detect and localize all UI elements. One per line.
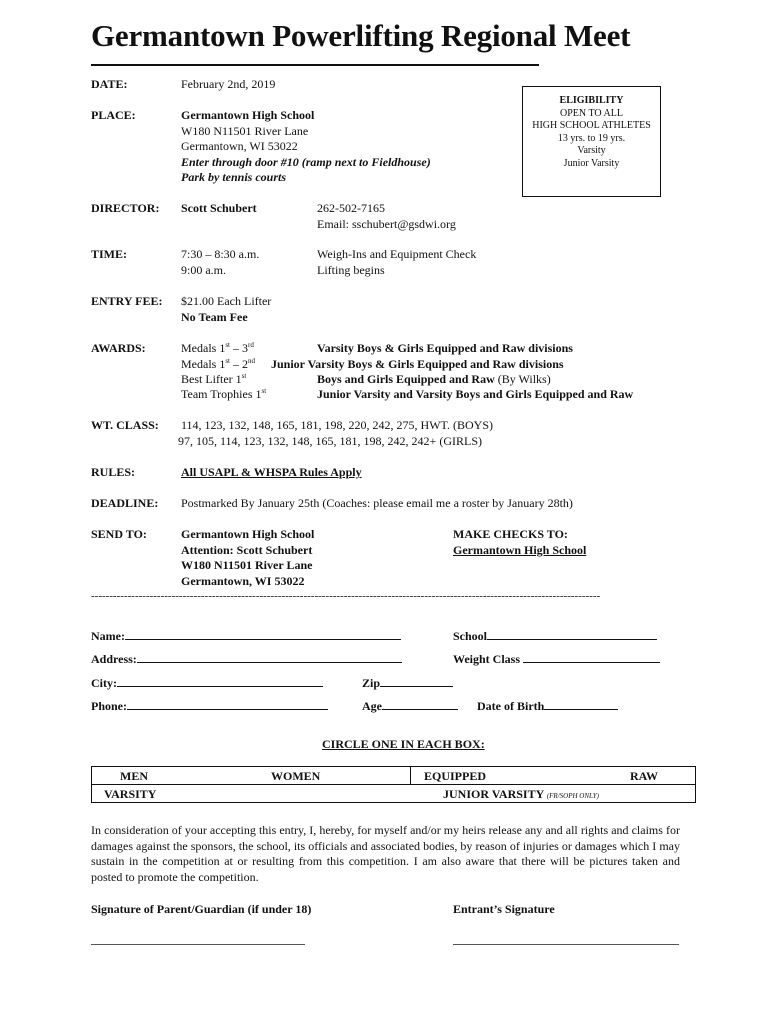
cut-line: ------------------------------------------------------------------------------------------------------------------------------------------- <box>91 590 601 602</box>
entrant-signature-label: Entrant’s Signature <box>453 902 555 916</box>
option-junior-varsity[interactable]: JUNIOR VARSITY (FR/SOPH ONLY) <box>443 787 599 801</box>
division-cell <box>92 785 696 803</box>
eligibility-line: OPEN TO ALL <box>560 107 623 119</box>
release-text: In consideration of your accepting this entry, I, hereby, for myself and/or my heirs release any and all rights and claims for damages against the sponsors, the school, its officials and associated bodies, by reason of injuries or damages which I may sustain in the competition at or resulting from this competition. I am also aware that there will be pictures taken and posted to promote the competition. <box>91 823 680 884</box>
award-team-trophies: Team Trophies 1st <box>181 387 267 401</box>
make-checks-label: MAKE CHECKS TO: <box>453 527 568 541</box>
date-value: February 2nd, 2019 <box>181 77 276 91</box>
parent-signature-label: Signature of Parent/Guardian (if under 18) <box>91 902 312 916</box>
make-checks-payee: Germantown High School <box>453 542 587 557</box>
date-label: DATE: <box>91 77 128 91</box>
award-best-lifter-desc: Boys and Girls Equipped and Raw (By Wilks) <box>317 372 551 386</box>
director-phone: 262-502-7165 <box>317 201 385 215</box>
option-men[interactable]: MEN <box>120 769 148 783</box>
eligibility-line: Junior Varsity <box>563 157 620 169</box>
address-field[interactable]: Address: <box>91 651 402 667</box>
eligibility-line: HIGH SCHOOL ATHLETES <box>532 120 651 131</box>
rules-value: All USAPL & WHSPA Rules Apply <box>181 465 362 479</box>
send-to-line: Germantown, WI 53022 <box>181 573 305 588</box>
option-women[interactable]: WOMEN <box>271 769 321 783</box>
time-value: 9:00 a.m. <box>181 262 226 277</box>
place-label: PLACE: <box>91 108 136 122</box>
eligibility-box <box>522 86 661 197</box>
award-best-lifter: Best Lifter 1st <box>181 372 247 386</box>
time-desc: Lifting begins <box>317 262 385 277</box>
place-note-door: Enter through door #10 (ramp next to Fieldhouse) <box>181 154 431 169</box>
wt-class-girls: 97, 105, 114, 123, 132, 148, 165, 181, 198, 242, 242+ (GIRLS) <box>178 434 482 448</box>
send-to-label: SEND TO: <box>91 527 147 541</box>
send-to-line: Attention: Scott Schubert <box>181 542 313 557</box>
place-school: Germantown High School <box>181 108 315 122</box>
eligibility-line: 13 yrs. to 19 yrs. <box>557 132 626 144</box>
place-block <box>181 108 431 186</box>
send-to-address <box>181 527 314 589</box>
gender-cell <box>92 767 411 785</box>
equipment-cell <box>411 767 696 785</box>
circle-box-table <box>91 766 696 803</box>
award-team-desc: Junior Varsity and Varsity Boys and Girls Equipped and Raw <box>317 387 634 401</box>
award-medals-varsity: Medals 1st – 3rd <box>181 341 254 355</box>
option-equipped[interactable]: EQUIPPED <box>424 769 487 783</box>
time-desc: Weigh-Ins and Equipment Check <box>317 247 477 261</box>
time-values <box>181 247 259 278</box>
eligibility-line: Varsity <box>577 145 606 156</box>
award-jv-desc: Junior Varsity Boys & Girls Equipped and Raw divisions <box>271 357 564 371</box>
page-title: Germantown Powerlifting Regional Meet <box>91 18 631 53</box>
option-raw[interactable]: RAW <box>630 769 659 783</box>
director-email: Email: sschubert@gsdwi.org <box>317 216 456 231</box>
title-rule <box>91 64 539 66</box>
director-label: DIRECTOR: <box>91 201 160 215</box>
send-to-line: W180 N11501 River Lane <box>181 558 313 572</box>
team-fee: No Team Fee <box>181 309 248 324</box>
send-to-line: Germantown High School <box>181 527 315 541</box>
make-checks <box>453 527 586 558</box>
director-name: Scott Schubert <box>181 201 257 215</box>
place-note-parking: Park by tennis courts <box>181 170 287 184</box>
awards-label: AWARDS: <box>91 341 146 355</box>
time-descriptions <box>317 247 476 278</box>
zip-field[interactable]: Zip <box>362 675 453 691</box>
circle-heading: CIRCLE ONE IN EACH BOX: <box>322 737 485 751</box>
jv-note: (FR/SOPH ONLY) <box>546 792 599 800</box>
weight-class-field[interactable]: Weight Class <box>453 651 660 667</box>
phone-field[interactable]: Phone: <box>91 698 328 714</box>
deadline-value: Postmarked By January 25th (Coaches: please email me a roster by January 28th) <box>181 496 573 510</box>
city-field[interactable]: City: <box>91 675 323 691</box>
rules-label: RULES: <box>91 465 136 479</box>
award-varsity-desc: Varsity Boys & Girls Equipped and Raw divisions <box>317 341 573 355</box>
school-field[interactable]: School <box>453 628 657 644</box>
time-value: 7:30 – 8:30 a.m. <box>181 247 260 261</box>
entry-fee-amount: $21.00 Each Lifter <box>181 294 272 308</box>
director-contact <box>317 201 456 232</box>
entrant-signature-line[interactable] <box>453 944 679 945</box>
entry-fee-label: ENTRY FEE: <box>91 294 163 308</box>
option-varsity[interactable]: VARSITY <box>104 787 157 801</box>
parent-signature-line[interactable] <box>91 944 305 945</box>
award-medals-jv: Medals 1st – 2nd <box>181 357 255 371</box>
wt-class-label: WT. CLASS: <box>91 418 159 432</box>
dob-field[interactable]: Date of Birth <box>477 698 618 714</box>
place-address2: Germantown, WI 53022 <box>181 139 298 153</box>
place-address1: W180 N11501 River Lane <box>181 123 309 138</box>
wt-class-boys: 114, 123, 132, 148, 165, 181, 198, 220, 242, 275, HWT. (BOYS) <box>181 418 493 432</box>
deadline-label: DEADLINE: <box>91 496 159 510</box>
eligibility-title: ELIGIBILITY <box>559 95 624 106</box>
age-field[interactable]: Age <box>362 698 458 714</box>
entry-fee-values <box>181 294 271 325</box>
time-label: TIME: <box>91 247 127 261</box>
name-field[interactable]: Name: <box>91 628 401 644</box>
